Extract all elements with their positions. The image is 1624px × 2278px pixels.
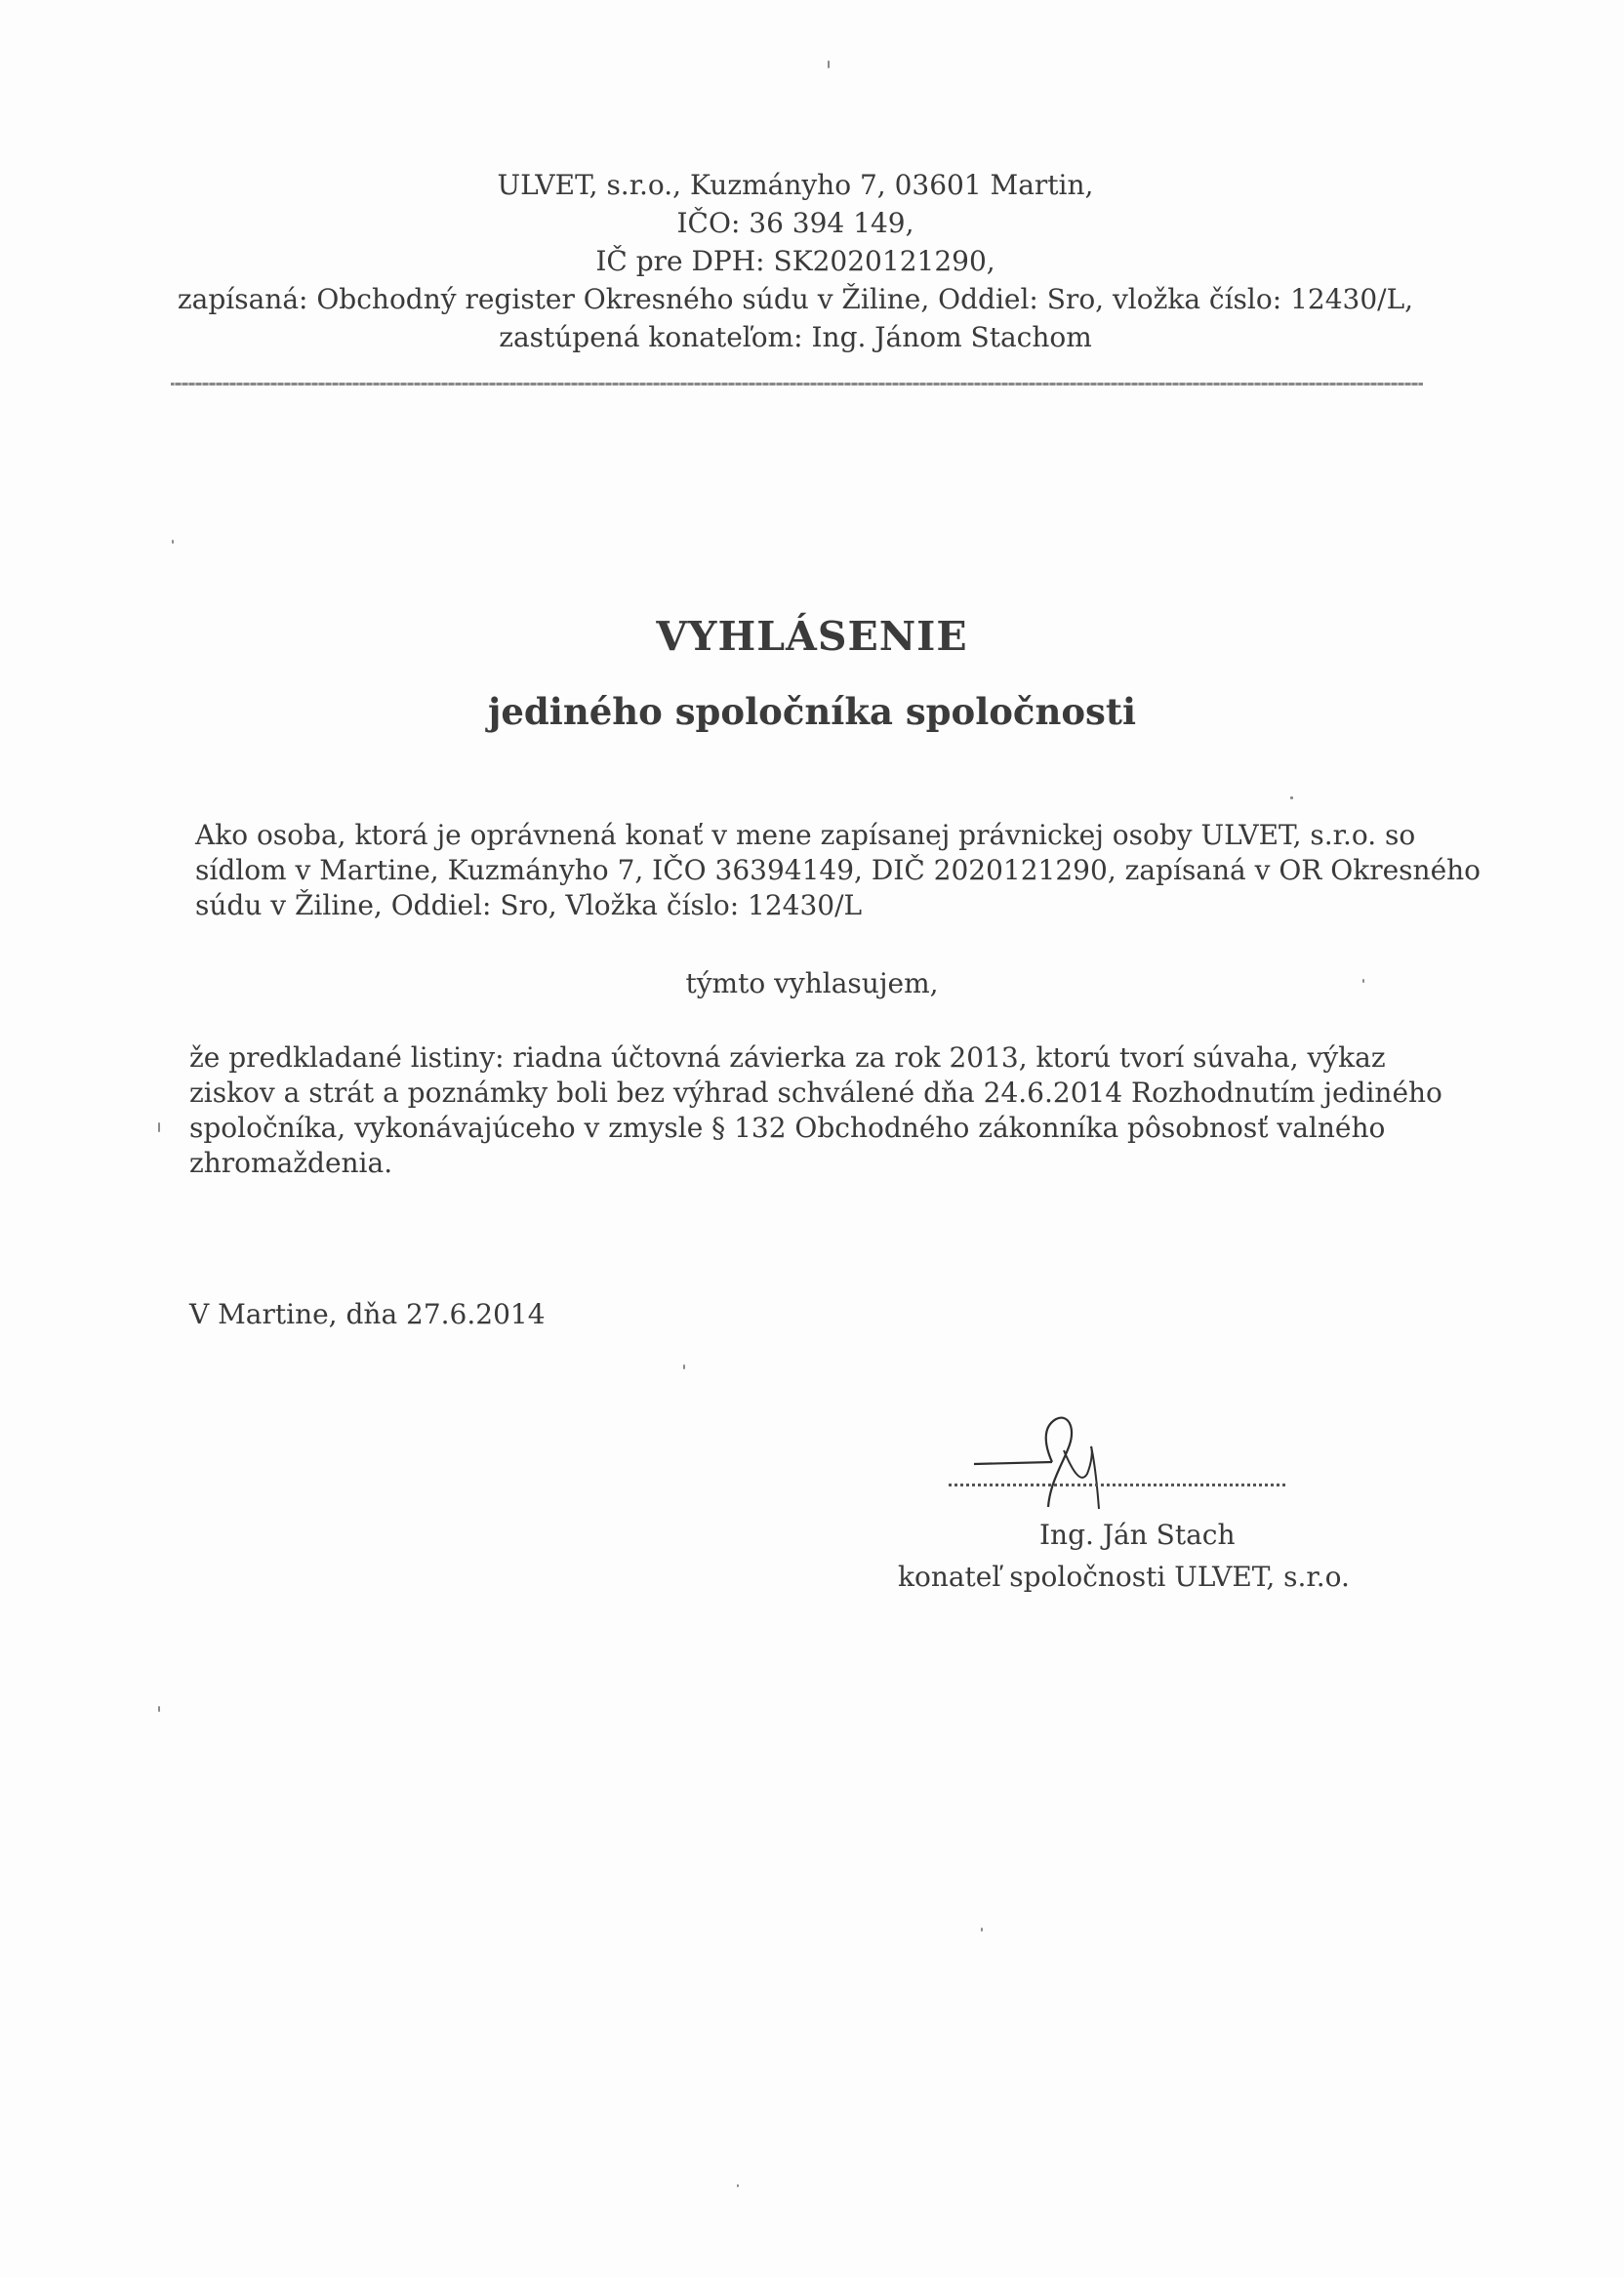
signature-block — [927, 1405, 1337, 1532]
scan-speck — [1362, 979, 1364, 983]
declaration-line: ziskov a strát a poznámky boli bez výhrad schválené dňa 24.6.2014 Rozhodnutím jediného — [189, 1077, 1442, 1109]
declaration-paragraph — [189, 1040, 1442, 1181]
scan-speck — [683, 1364, 685, 1369]
intro-line: Ako osoba, ktorá je oprávnená konať v mene zapísanej právnickej osoby ULVET, s.r.o. so — [195, 819, 1416, 851]
declaration-line: spoločníka, vykonávajúceho v zmysle § 132 Obchodného zákonníka pôsobnosť valného — [189, 1112, 1386, 1144]
document-subtitle: jediného spoločníka spoločnosti — [487, 690, 1137, 733]
intro-paragraph — [195, 818, 1481, 923]
scan-speck — [1290, 796, 1293, 799]
intro-line: súdu v Žiline, Oddiel: Sro, Vložka číslo: 12430/L — [195, 889, 863, 921]
declaration-line: že predkladané listiny: riadna účtovná závierka za rok 2013, ktorú tvorí súvaha, výkaz — [189, 1041, 1386, 1074]
header-divider — [171, 383, 1423, 386]
signer-name: Ing. Ján Stach — [1039, 1519, 1236, 1551]
scan-speck — [981, 1928, 983, 1932]
declaration-statement: týmto vyhlasujem, — [685, 967, 939, 999]
header-representative: zastúpená konateľom: Ing. Jánom Stachom — [499, 321, 1092, 353]
header-ico: IČO: 36 394 149, — [676, 207, 914, 239]
header-address: ULVET, s.r.o., Kuzmányho 7, 03601 Martin, — [497, 169, 1094, 201]
place-and-date: V Martine, dňa 27.6.2014 — [189, 1298, 546, 1330]
scan-speck — [828, 61, 830, 68]
header-registry: zapísaná: Obchodný register Okresného súdu v Žiline, Oddiel: Sro, vložka číslo: 12430/L, — [177, 283, 1414, 315]
document-title: VYHLÁSENIE — [656, 613, 968, 660]
intro-line: sídlom v Martine, Kuzmányho 7, IČO 36394149, DIČ 2020121290, zapísaná v OR Okresného — [195, 854, 1482, 886]
declaration-line: zhromaždenia. — [189, 1147, 393, 1179]
company-header — [156, 166, 1435, 356]
scan-speck — [158, 1706, 160, 1712]
scan-speck — [158, 1122, 160, 1132]
handwritten-signature — [927, 1405, 1337, 1532]
signature-line — [949, 1484, 1285, 1486]
scan-speck — [172, 540, 174, 544]
signer-role: konateľ spoločnosti ULVET, s.r.o. — [898, 1561, 1350, 1593]
header-vat-id: IČ pre DPH: SK2020121290, — [595, 245, 995, 277]
scan-speck — [737, 2184, 739, 2187]
